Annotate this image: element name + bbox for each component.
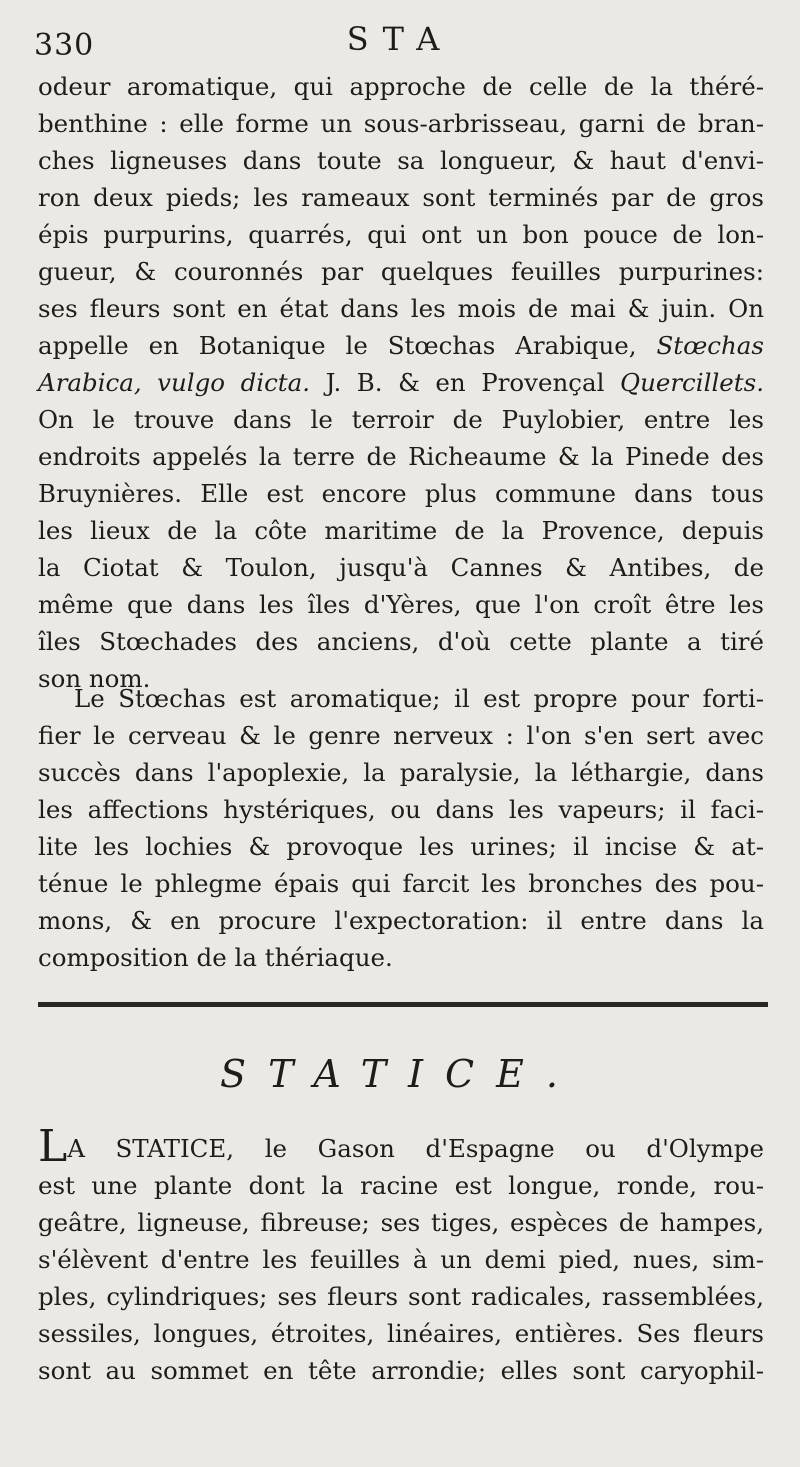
text-line: ron deux pieds; les rameaux sont terminés par de gros xyxy=(38,183,764,212)
text-segment: A STATICE, le Gason d'Espagne ou d'Olympe xyxy=(67,1134,764,1163)
text-line: composition de la thériaque. xyxy=(38,943,393,972)
section-divider xyxy=(38,1002,768,1007)
text-line: même que dans les îles d'Yères, que l'on croît être les xyxy=(38,590,764,619)
text-line: gueur, & couronnés par quelques feuilles purpurines: xyxy=(38,257,764,286)
text-line: son nom. xyxy=(38,664,151,693)
text-line: mons, & en procure l'expectoration: il entre dans la xyxy=(38,906,764,935)
latin-name: Arabica, vulgo dicta. xyxy=(38,368,326,397)
paragraph-stoechas-properties xyxy=(38,680,764,976)
text-line xyxy=(38,327,764,364)
text-line: geâtre, ligneuse, fibreuse; ses tiges, espèces de hampes, xyxy=(38,1208,764,1237)
text-line: succès dans l'apoplexie, la paralysie, la léthargie, dans xyxy=(38,758,764,787)
text-line: ples, cylindriques; ses fleurs sont radicales, rassemblées, xyxy=(38,1282,764,1311)
text-line: Le Stœchas est aromatique; il est propre pour forti- xyxy=(74,684,764,713)
text-line: les affections hystériques, ou dans les vapeurs; il faci- xyxy=(38,795,764,824)
text-line: ches ligneuses dans toute sa longueur, & haut d'envi- xyxy=(38,146,764,175)
section-title: STATICE. xyxy=(220,1052,580,1096)
text-line: ses fleurs sont en état dans les mois de mai & juin. On xyxy=(38,294,764,323)
drop-cap: L xyxy=(38,1121,68,1172)
text-segment: appelle en Botanique le Stœchas Arabique, xyxy=(38,331,657,360)
text-line: ténue le phlegme épais qui farcit les bronches des pou- xyxy=(38,869,764,898)
text-line xyxy=(38,1121,764,1172)
text-line: On le trouve dans le terroir de Puylobier, entre les xyxy=(38,405,764,434)
text-line: fier le cerveau & le genre nerveux : l'on s'en sert avec xyxy=(38,721,764,750)
text-line: sessiles, longues, étroites, linéaires, entières. Ses fleurs xyxy=(38,1319,764,1348)
text-line: Bruynières. Elle est encore plus commune dans tous xyxy=(38,479,764,508)
paragraph-statice xyxy=(38,1121,764,1389)
paragraph-stoechas-description xyxy=(38,68,764,697)
running-head: STA xyxy=(346,20,454,58)
page-number: 330 xyxy=(34,28,95,63)
text-line: les lieux de la côte maritime de la Provence, depuis xyxy=(38,516,764,545)
text-segment: J. B. & en Provençal xyxy=(325,368,620,397)
text-line: la Ciotat & Toulon, jusqu'à Cannes & Antibes, de xyxy=(38,553,764,582)
text-line: sont au sommet en tête arrondie; elles sont caryophil- xyxy=(38,1356,764,1385)
text-line: épis purpurins, quarrés, qui ont un bon pouce de lon- xyxy=(38,220,764,249)
text-line: lite les lochies & provoque les urines; il incise & at- xyxy=(38,832,764,861)
text-line: endroits appelés la terre de Richeaume & la Pinede des xyxy=(38,442,764,471)
latin-name: Stœchas xyxy=(656,331,764,360)
text-line: odeur aromatique, qui approche de celle de la théré- xyxy=(38,72,764,101)
text-line: benthine : elle forme un sous-arbrisseau, garni de bran- xyxy=(38,109,764,138)
text-line: s'élèvent d'entre les feuilles à un demi pied, nues, sim- xyxy=(38,1245,764,1274)
text-line: îles Stœchades des anciens, d'où cette plante a tiré xyxy=(38,627,764,656)
provencal-name: Quercillets. xyxy=(619,368,764,397)
text-line: est une plante dont la racine est longue, ronde, rou- xyxy=(38,1171,764,1200)
text-line xyxy=(38,364,764,401)
